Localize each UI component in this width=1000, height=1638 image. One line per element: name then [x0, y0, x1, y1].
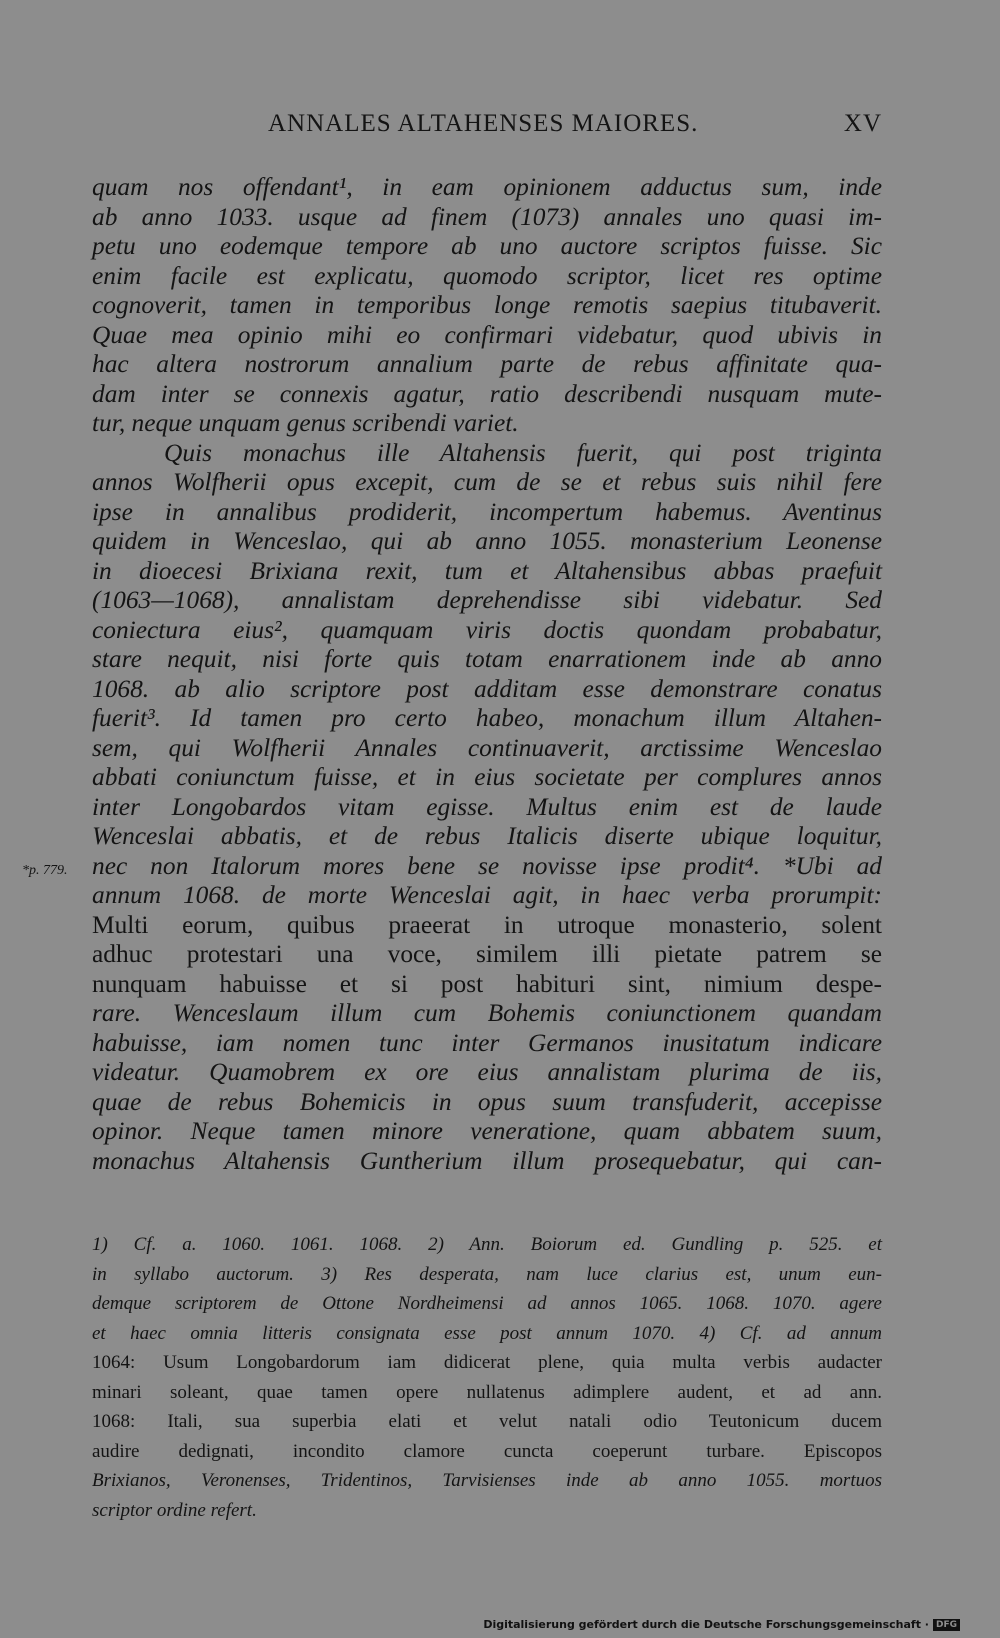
- page-header: [92, 110, 882, 146]
- body-line: quidem in Wenceslao, qui ab anno 1055. monasterium Leonense: [92, 527, 882, 555]
- body-line: inter Longobardos vitam egisse. Multus enim est de laude: [92, 792, 882, 821]
- footnote-line: demque scriptorem de Ottone Nordheimensi ad annos 1065. 1068. 1070. agere: [92, 1293, 882, 1314]
- footnote-line: 1068: Itali, sua superbia elati et velut natali odio Teutonicum ducem: [92, 1411, 882, 1432]
- body-line: Wenceslai abbatis, et de rebus Italicis diserte ubique loquitur,: [92, 822, 882, 850]
- dfg-logo-icon: DFG: [933, 1619, 960, 1631]
- body-line: ab anno 1033. usque ad finem (1073) annales uno quasi im-: [92, 202, 882, 231]
- footnote-line: scriptor ordine refert.: [92, 1499, 257, 1521]
- body-line: annum 1068. de morte Wenceslai agit, in haec verba prorumpit:: [92, 881, 882, 909]
- body-line: quae de rebus Bohemicis in opus suum transfuderit, accepisse: [92, 1087, 882, 1116]
- body-line: Quae mea opinio mihi eo confirmari videbatur, quod ubivis in: [92, 320, 882, 349]
- body-line: abbati coniunctum fuisse, et in eius societate per complures annos: [92, 763, 882, 791]
- body-line: enim facile est explicatu, quomodo scriptor, licet res optime: [92, 261, 882, 290]
- credit-text: Digitalisierung gefördert durch die Deutsche Forschungsgemeinschaft ·: [483, 1618, 929, 1631]
- body-line: cognoverit, tamen in temporibus longe remotis saepius titubaverit.: [92, 291, 882, 319]
- footnote-line: minari soleant, quae tamen opere nullatenus adimplere audent, et ad ann.: [92, 1381, 882, 1403]
- body-line: (1063—1068), annalistam deprehendisse sibi videbatur. Sed: [92, 586, 882, 614]
- body-line: ipse in annalibus prodiderit, incompertum habemus. Aventinus: [92, 497, 882, 526]
- body-line: stare nequit, nisi forte quis totam enarrationem inde ab anno: [92, 645, 882, 673]
- body-line: opinor. Neque tamen minore veneratione, quam abbatem suum,: [92, 1117, 882, 1145]
- body-line: nec non Italorum mores bene se novisse ipse prodit⁴. *Ubi ad: [92, 851, 882, 880]
- quotation-line: nunquam habuisse et si post habituri sint, nimium despe-: [92, 969, 882, 998]
- body-line: annos Wolfherii opus excepit, cum de se et rebus suis nihil fere: [92, 468, 882, 496]
- quotation-line: Multi eorum, quibus praeerat in utroque monasterio, solent: [92, 910, 882, 939]
- body-line: habuisse, iam nomen tunc inter Germanos inusitatum indicare: [92, 1028, 882, 1057]
- body-line: videatur. Quamobrem ex ore eius annalistam plurima de iis,: [92, 1058, 882, 1086]
- body-line: quam nos offendant¹, in eam opinionem adductus sum, inde: [92, 173, 882, 201]
- running-title: ANNALES ALTAHENSES MAIORES.: [268, 110, 699, 137]
- footnote-line: 1064: Usum Longobardorum iam didicerat plene, quia multa verbis audacter: [92, 1352, 882, 1373]
- footnote-line: 1) Cf. a. 1060. 1061. 1068. 2) Ann. Boiorum ed. Gundling p. 525. et: [92, 1234, 882, 1255]
- body-line: Quis monachus ille Altahensis fuerit, qui post triginta: [164, 438, 882, 467]
- page-number: XV: [843, 110, 882, 137]
- footnote-line: audire dedignati, incondito clamore cuncta coeperunt turbare. Episcopos: [92, 1440, 882, 1462]
- body-line: in dioecesi Brixiana rexit, tum et Altahensibus abbas praefuit: [92, 556, 882, 585]
- body-text: [92, 173, 882, 1176]
- body-line: fuerit³. Id tamen pro certo habeo, monachum illum Altahen-: [92, 704, 882, 732]
- body-line: hac altera nostrorum annalium parte de rebus affinitate qua-: [92, 350, 882, 378]
- body-line: 1068. ab alio scriptore post additam esse demonstrare conatus: [92, 674, 882, 703]
- quotation-line: adhuc protestari una voce, similem illi pietate patrem se: [92, 940, 882, 968]
- body-line: sem, qui Wolfherii Annales continuaverit, arctissime Wenceslao: [92, 733, 882, 762]
- margin-note: *p. 779.: [22, 863, 68, 878]
- digitization-credit: [483, 1618, 960, 1631]
- footnote-line: Brixianos, Veronenses, Tridentinos, Tarvisienses inde ab anno 1055. mortuos: [92, 1470, 882, 1491]
- footnote-line: et haec omnia litteris consignata esse post annum 1070. 4) Cf. ad annum: [92, 1322, 882, 1344]
- body-line: monachus Altahensis Guntherium illum prosequebatur, qui can-: [92, 1146, 882, 1175]
- footnotes: [92, 1233, 882, 1528]
- body-line: dam inter se connexis agatur, ratio describendi nusquam mute-: [92, 379, 882, 408]
- body-line: tur, neque unquam genus scribendi variet.: [92, 409, 519, 437]
- body-line: rare. Wenceslaum illum cum Bohemis coniunctionem quandam: [92, 999, 882, 1027]
- body-line: petu uno eodemque tempore ab uno auctore scriptos fuisse. Sic: [92, 232, 882, 260]
- footnote-line: in syllabo auctorum. 3) Res desperata, nam luce clarius est, unum eun-: [92, 1263, 882, 1285]
- body-line: coniectura eius², quamquam viris doctis quondam probabatur,: [92, 615, 882, 644]
